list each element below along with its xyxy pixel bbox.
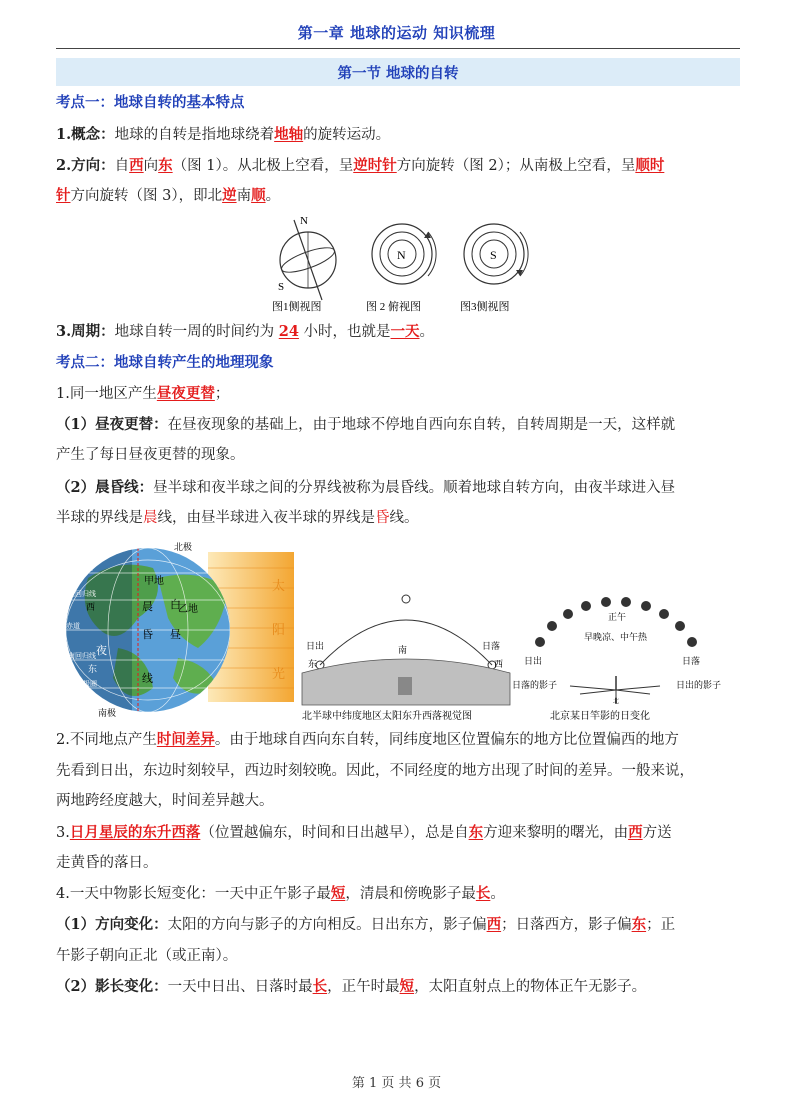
- circle-label-2: 北回归线: [68, 591, 96, 598]
- line-label: 线: [142, 673, 153, 685]
- chapter-title: 第一章 地球的运动 知识梳理: [297, 24, 496, 42]
- sunrise-shadow-label: 日出的影子: [676, 680, 722, 690]
- text: 方送: [642, 825, 672, 841]
- sun-char-1: 太: [272, 578, 286, 593]
- text: 4.一天中物影长短变化：一天中正午影子最: [56, 886, 331, 902]
- text: （位置越偏东，时间和日出越早），总是自: [200, 825, 469, 841]
- text: 2.不同地点产生: [56, 732, 157, 748]
- section-title: 第一节 地球的自转: [337, 64, 459, 82]
- text: 方向旋转（图 2）；从南极上空看，呈: [396, 158, 636, 174]
- dusk-word: 昏: [375, 510, 390, 526]
- fig1-n-label: N: [300, 215, 308, 227]
- answer-long: 长: [312, 978, 328, 995]
- figure-1-side-view: [272, 215, 337, 313]
- figure-3-side-view: [460, 224, 528, 313]
- east-label: 东: [88, 664, 98, 674]
- answer-west: 西: [129, 157, 144, 174]
- item-1b-line-1: [56, 477, 740, 499]
- place-jia: 甲地: [144, 576, 164, 587]
- text: 。: [490, 886, 505, 902]
- item-2-line-1: [56, 729, 740, 751]
- item-3-line-1: [56, 822, 740, 844]
- text: 的旋转运动。: [303, 127, 391, 143]
- text: 南: [236, 188, 252, 204]
- sub-label: （1）方向变化：: [56, 916, 168, 933]
- sun-char-2: 阳: [272, 622, 286, 637]
- text: ，清晨和傍晚影子最: [345, 886, 476, 902]
- answer-short: 短: [399, 978, 415, 995]
- text: 线。: [389, 510, 419, 526]
- sunrise-label: 日出: [306, 641, 325, 651]
- item-2-line-3: 两地跨经度越大，时间差异越大。: [56, 793, 274, 809]
- note-label: 早晚凉、中午热: [584, 632, 648, 642]
- rise-label: 日出: [524, 656, 543, 666]
- circle-label-4: 南回归线: [68, 653, 96, 660]
- key-point-1-heading: 考点一：地球自转的基本特点: [56, 94, 245, 111]
- text: ；: [214, 386, 230, 402]
- noon-label: 正午: [608, 612, 627, 622]
- sunset-shadow-label: 日落的影子: [512, 680, 558, 690]
- item-3-line-2: 走黄昏的落日。: [56, 855, 158, 871]
- answer-axis: 地轴: [274, 126, 304, 143]
- fig1-caption: 图1侧视图: [272, 301, 322, 313]
- item-4a-line-1: [56, 914, 740, 936]
- text: 方向旋转（图 3），即北: [70, 188, 223, 204]
- sun-path-caption: 北半球中纬度地区太阳东升西落视觉图: [302, 711, 472, 722]
- south-pole-label: 南极: [98, 708, 117, 718]
- text: 昼半球和夜半球之间的分界线被称为晨昏线。顺着地球自转方向，由夜半球进入昼: [153, 480, 676, 496]
- place-yi: 乙地: [178, 604, 198, 615]
- rotation-figures: [270, 212, 540, 316]
- text: 线，由昼半球进入夜半球的界线是: [157, 510, 375, 526]
- direction-label: 2.方向：: [56, 157, 115, 174]
- answer-counterclockwise: 逆时针: [353, 157, 397, 174]
- sub-label: （1）昼夜更替：: [56, 416, 168, 433]
- shadow-caption: 北京某日竿影的日变化: [550, 711, 650, 722]
- text: 。由于地球自西向东自转，同纬度地区位置偏东的地方比位置偏西的地方: [214, 732, 679, 748]
- sun-char-3: 光: [272, 666, 286, 681]
- sub-label: （2）影长变化：: [56, 978, 168, 995]
- answer-day-night: 昼夜更替: [156, 385, 215, 402]
- page-footer: 第 1 页 共 6 页: [351, 1076, 442, 1091]
- circle-label-3: 赤道: [66, 623, 80, 630]
- night-label: 夜: [96, 645, 107, 657]
- text: 一天中日出、日落时最: [167, 979, 313, 995]
- text: 半球的界线是: [56, 510, 143, 526]
- title-divider: [56, 48, 740, 49]
- sunset-label: 日落: [482, 641, 501, 651]
- text: 小时，也就是: [303, 324, 391, 340]
- item-4-line: [56, 883, 740, 905]
- direction-line-1: [56, 155, 740, 177]
- text: 。: [265, 188, 281, 204]
- answer-rise-set: 日月星辰的东升西落: [69, 824, 201, 841]
- answer-24: 24: [278, 323, 299, 340]
- day-label: 昼: [170, 629, 181, 641]
- item-4a-line-2: 午影子朝向正北（或正南）。: [56, 948, 238, 964]
- concept-label: 1.概念：: [56, 126, 115, 143]
- text: 地球自转一周的时间约为: [114, 324, 275, 340]
- east-label: 东: [308, 659, 318, 669]
- period-line: [56, 321, 740, 343]
- circle-label-1: 北极圈: [72, 565, 93, 572]
- text: ；正: [646, 917, 676, 933]
- answer-short: 短: [330, 885, 346, 902]
- item-1a-line-2: 产生了每日昼夜更替的现象。: [56, 447, 245, 463]
- text: 1.同一地区产生: [56, 386, 157, 402]
- answer-shun: 顺: [251, 187, 266, 204]
- text: 在昼夜现象的基础上，由于地球不停地自西向东自转，自转周期是一天，这样就: [167, 417, 676, 433]
- answer-east: 东: [158, 157, 173, 174]
- sub-label: （2）晨昏线：: [56, 479, 154, 496]
- sun-path-figure: [298, 585, 516, 725]
- text: 方迎来黎明的曙光，由: [483, 825, 629, 841]
- shadow-figure: [510, 592, 736, 725]
- text: ；日落西方，影子偏: [501, 917, 632, 933]
- dusk-label: 昏: [142, 629, 153, 641]
- item-2-line-2: 先看到日出，东边时刻较早，西边时刻较晚。因此，不同经度的地方出现了时间的差异。一般来说，: [56, 763, 694, 779]
- direction-line-2: [56, 185, 740, 207]
- dawn-label: 晨: [142, 601, 153, 613]
- answer-one-day: 一天: [390, 323, 420, 340]
- answer-clockwise-2: 针: [56, 187, 71, 204]
- fig3-s-label: S: [490, 248, 497, 262]
- text: 地球的自转是指地球绕着: [114, 127, 275, 143]
- text: 自: [114, 158, 130, 174]
- answer-time-diff: 时间差异: [156, 731, 215, 748]
- circle-label-5: 南极圈: [76, 681, 97, 688]
- text: ，正午时最: [327, 979, 400, 995]
- period-label: 3.周期：: [56, 323, 115, 340]
- text: 太阳的方向与影子的方向相反。日出东方，影子偏: [167, 917, 487, 933]
- south-label: 南: [398, 645, 408, 655]
- fig2-caption: 图 2 俯视图: [366, 301, 421, 313]
- white-label: 白: [170, 599, 181, 611]
- text: 。: [419, 324, 435, 340]
- text: 向: [143, 158, 159, 174]
- figure-2-top-view: [366, 224, 436, 313]
- answer-clockwise-1: 顺时: [635, 157, 665, 174]
- fig1-s-label: S: [278, 281, 285, 293]
- answer-east: 东: [468, 824, 484, 841]
- concept-line: [56, 124, 740, 146]
- item-4b-line: [56, 976, 740, 998]
- item-1a-line-1: [56, 414, 740, 436]
- fig2-n-label: N: [397, 248, 406, 262]
- answer-west: 西: [628, 824, 643, 841]
- item-1-line: [56, 383, 740, 405]
- fig3-caption: 图3侧视图: [460, 301, 510, 313]
- north-label: 北: [613, 699, 620, 705]
- answer-long: 长: [475, 885, 491, 902]
- key-point-2-heading: 考点二：地球自转产生的地理现象: [56, 354, 274, 371]
- answer-west: 西: [486, 916, 502, 933]
- answer-east: 东: [631, 916, 647, 933]
- set-label: 日落: [682, 656, 701, 666]
- terminator-globe-figure: [58, 538, 298, 718]
- answer-ni: 逆: [222, 187, 237, 204]
- north-pole-label: 北极: [174, 542, 193, 552]
- dawn-word: 晨: [143, 510, 158, 526]
- section-title-band: [56, 58, 740, 86]
- item-1b-line-2: [56, 507, 740, 529]
- west-label: 西: [86, 602, 96, 612]
- text: （图 1）。从北极上空看，呈: [172, 158, 354, 174]
- text: 3.: [56, 825, 70, 841]
- text: ，太阳直射点上的物体正午无影子。: [414, 979, 647, 995]
- west-label: 西: [494, 659, 504, 669]
